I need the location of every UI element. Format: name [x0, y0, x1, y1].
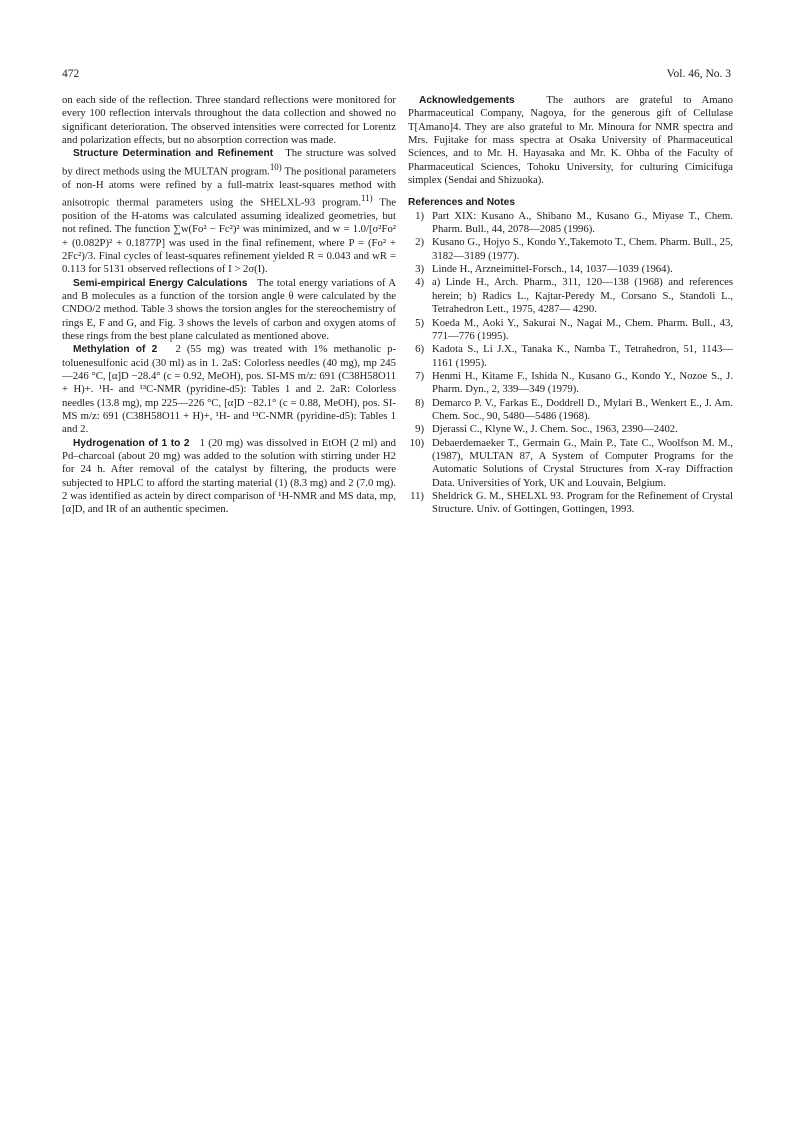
references-heading: References and Notes: [408, 197, 516, 209]
reference-text: Kadota S., Li J.X., Tanaka K., Namba T., Tetrahedron, 51, 1143—1161 (1995).: [432, 343, 733, 369]
energy-heading: Semi-empirical Energy Calculations: [73, 277, 248, 289]
reference-item: [408, 343, 733, 370]
hydrogenation-paragraph: [62, 437, 396, 517]
reference-item: [408, 276, 733, 316]
hydrogenation-heading: Hydrogenation of 1 to 2: [73, 437, 190, 449]
page-number: 472: [62, 68, 80, 80]
reference-number: 11): [410, 489, 424, 502]
volume-info: Vol. 46, No. 3: [666, 68, 731, 80]
structure-paragraph: [62, 147, 396, 276]
acknowledgements-paragraph: [408, 94, 733, 187]
methylation-heading: Methylation of 2: [73, 344, 158, 356]
structure-heading: Structure Determination and Refinement: [73, 148, 274, 160]
reference-item: [408, 397, 733, 424]
reference-number: 7): [415, 369, 424, 382]
reference-item: [408, 423, 733, 436]
reference-number: 8): [415, 396, 424, 409]
reference-text: Djerassi C., Klyne W., J. Chem. Soc., 1963, 2390—2402.: [432, 423, 678, 436]
reference-item: [408, 490, 733, 517]
reference-item: [408, 370, 733, 397]
structure-text-a: The structure was solved by direct methods using the MULTAN program.: [62, 147, 397, 178]
reference-item: [408, 236, 733, 263]
right-column: [408, 94, 733, 517]
acknowledgements-heading: Acknowledgements: [419, 95, 515, 106]
reference-number: 9): [415, 423, 424, 436]
reference-number: 2): [415, 236, 424, 249]
reference-number: 10): [409, 436, 424, 449]
reference-text: Koeda M., Aoki Y., Sakurai N., Nagai M., Chem. Pharm. Bull., 43, 771—776 (1995).: [432, 316, 733, 342]
reference-item: [408, 317, 733, 344]
methylation-paragraph: [62, 343, 396, 436]
intro-paragraph: on each side of the reflection. Three standard reflections were monitored for every 100 reflection intervals throughout the data collection and showed no significant deterioration. The observed intensities were corrected for Lorentz and polarization effects, but no absorption correction was made.: [62, 94, 396, 147]
reference-text: Debaerdemaeker T., Germain G., Main P., Tate C., Woolfson M. M., (1987), MULTAN 87, A System of Computer Programs for the Automatic Solutions of Crystal Structures from X-ray Diffraction Data. Universities of York, UK and Louvain, Belgium.: [432, 436, 733, 489]
structure-ref-10: 10): [269, 161, 282, 172]
structure-text-c: The position of the H-atoms was calculated assuming idealized geometries, but not refined. The function ∑w(Fo² − Fc²)² was minimized, and w = 1.0/[σ²Fo² + (0.082P)² + 0.1877P] was used in the final refinement, where P = (Fo² + 2Fc²)/3. Final cycles of least-squares refinement yielded R = 0.043 and wR = 0.113 for 5131 observed reflections of I > 2σ(I).: [62, 196, 396, 276]
reference-text: Kusano G., Hojyo S., Kondo Y.,Takemoto T., Chem. Pharm. Bull., 25, 3182—3189 (1977).: [432, 236, 733, 262]
reference-item: [408, 263, 733, 276]
structure-ref-11: 11): [361, 192, 373, 203]
reference-text: Linde H., Arzneimittel-Forsch., 14, 1037—1039 (1964).: [432, 263, 673, 276]
reference-list: [408, 210, 733, 517]
left-column: [62, 94, 396, 517]
acknowledgements-text: The authors are grateful to Amano Pharmaceutical Company, Nagoya, for the generous gift of Cellulase T[Amano]4. They are also grateful to Mr. Minoura for NMR spectra and Mrs. Fujitake for mass spectra at Osaka University of Pharmaceutical Sciences, and to Mr. H. Hayasaka and Mr. K. Ohba of the Faculty of Pharmaceutical Sciences, Tohoku University, for culturing Cimicifuga simplex (Sendai and Shizuoka).: [408, 94, 733, 187]
reference-number: 4): [415, 276, 424, 289]
methylation-text: 2 (55 mg) was treated with 1% methanolic p-toluenesulfonic acid (30 ml) as in 1. 2aS: Colorless needles (40 mg), mp 245—246 °C, [α]D −28.4° (c = 0.92, MeOH), pos. SI-MS m/z: 691 (C38H58O11 + H)+. ¹H- and ¹³C-NMR (pyridine-d5): Tables 1 and 2. 2aR: Colorless needles (13.8 mg), mp 225—226 °C, [α]D −82.1° (c = 0.88, MeOH), pos. SI-MS m/z: 691 (C38H58O11 + H)+, ¹H- and ¹³C-NMR (pyridine-d5): Tables 1 and 2.: [62, 343, 397, 436]
hydrogenation-text: 1 (20 mg) was dissolved in EtOH (2 ml) and Pd–charcoal (about 20 mg) was added to the solution with stirring under H2 for 24 h. After removal of the catalyst by filtering, the products were subjected to HPLC to afford the starting material (1) (8.3 mg) and 2 (7.0 mg). 2 was identified as actein by direct comparison of ¹H-NMR and MS data, mp, [α]D, and IR of an authentic specimen.: [62, 436, 397, 516]
energy-text: The total energy variations of A and B molecules as a function of the torsion angle θ were calculated by the CNDO/2 method. Table 3 shows the torsion angles for the stereochemistry of rings E, F and G, and Fig. 3 shows the levels of carbon and oxygen atoms of these rings from the best plane calculated as mentioned above.: [62, 276, 397, 342]
reference-item: [408, 437, 733, 490]
reference-text: Demarco P. V., Farkas E., Doddrell D., Mylari B., Wenkert E., J. Am. Chem. Soc., 90, 5480—5486 (1968).: [432, 396, 733, 422]
reference-number: 6): [415, 343, 424, 356]
reference-text: Part XIX: Kusano A., Shibano M., Kusano G., Miyase T., Chem. Pharm. Bull., 44, 2078—2085 (1996).: [432, 209, 733, 236]
reference-number: 5): [415, 316, 424, 329]
reference-number: 1): [415, 209, 424, 222]
reference-text: Sheldrick G. M., SHELXL 93. Program for the Refinement of Crystal Structure. Univ. of Gottingen, Gottingen, 1993.: [432, 489, 733, 516]
structure-text-b: The positional parameters of non-H atoms were refined by a full-matrix least-squares method with anisotropic thermal parameters using the SHELXL-93 program.: [62, 165, 396, 209]
reference-item: [408, 210, 733, 237]
energy-paragraph: [62, 277, 396, 344]
reference-text: a) Linde H., Arch. Pharm., 311, 120—138 (1968) and references herein; b) Radics L., Kajtar-Peredy M., Corsano S., Standoli L., Tetrahedron Lett., 1975, 4287— 4290.: [432, 276, 733, 316]
reference-text: Henmi H., Kitame F., Ishida N., Kusano G., Kondo Y., Nozoe S., J. Pharm. Dyn., 2, 339—349 (1979).: [432, 369, 733, 396]
reference-number: 3): [415, 263, 424, 276]
